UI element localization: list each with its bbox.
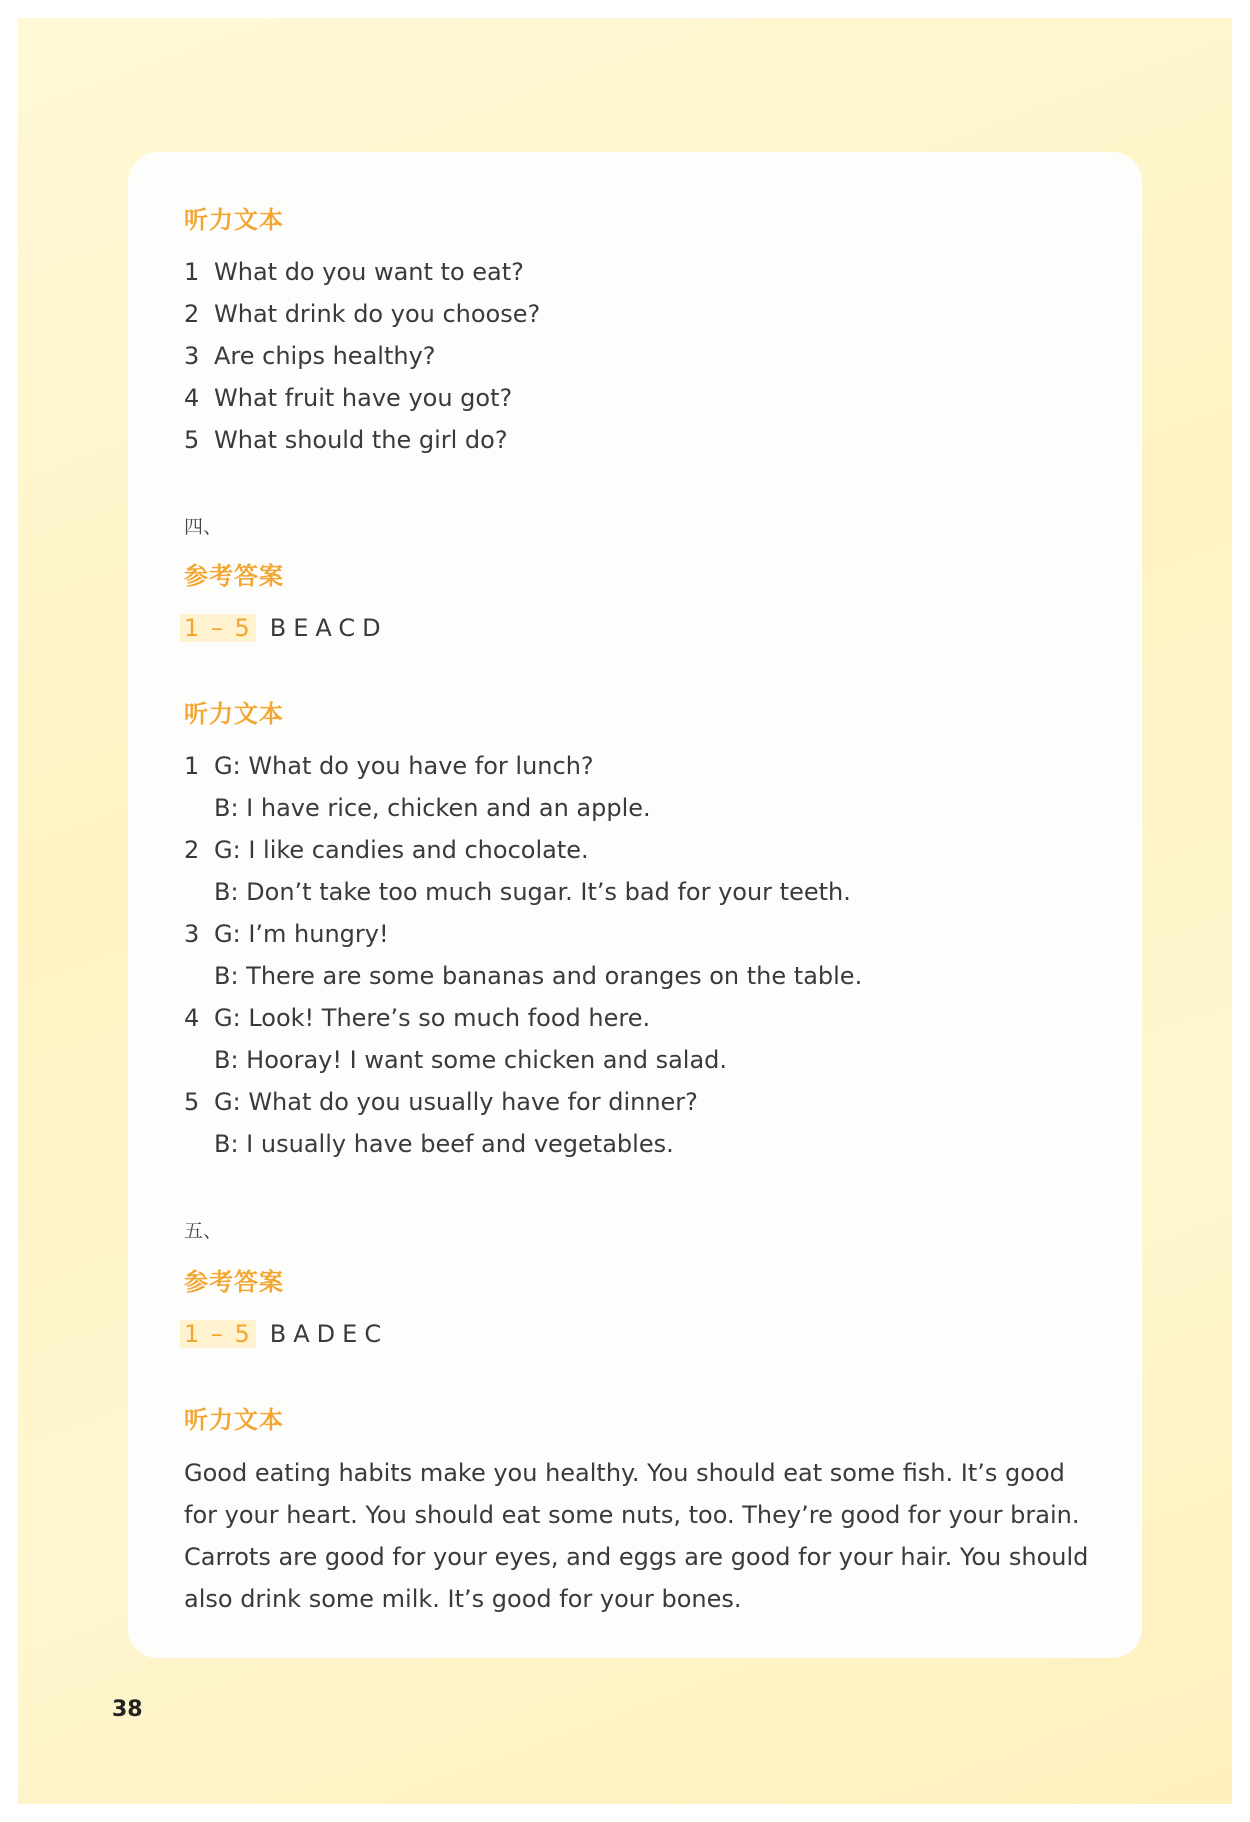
answer-letters: BADEC [269,1320,389,1348]
dialogue-line: B: I have rice, chicken and an apple. [214,794,651,822]
line-number: 1 [184,752,200,780]
listening-paragraph [184,1452,1104,1620]
line-text: What do you want to eat? [214,258,524,286]
answer-heading: 参考答案 [184,562,284,590]
script-line [184,426,508,454]
paragraph-line: for your heart. You should eat some nuts, too. They’re good for your brain. [184,1501,1080,1529]
answer-key [184,1320,388,1348]
listening-script-heading: 听力文本 [184,700,284,728]
answer-range: 1 – 5 [180,1320,256,1348]
dialogue-line: B: Don’t take too much sugar. It’s bad for your teeth. [214,878,851,906]
dialogue-line: B: There are some bananas and oranges on the table. [214,962,863,990]
answer-letters: BEACD [269,614,388,642]
script-line [184,342,436,370]
paragraph-line: Carrots are good for your eyes, and eggs are good for your hair. You should [184,1543,1089,1571]
line-number: 2 [184,836,200,864]
listening-script-heading: 听力文本 [184,1406,284,1434]
line-number: 2 [184,300,200,328]
line-number: 1 [184,258,200,286]
line-text: What should the girl do? [214,426,508,454]
script-line [184,258,524,286]
dialogue-line [184,1004,650,1032]
script-line [184,300,540,328]
line-text: What fruit have you got? [214,384,513,412]
answer-key [184,614,388,642]
girl-line: G: What do you usually have for dinner? [214,1088,698,1116]
line-text: What drink do you choose? [214,300,541,328]
line-number: 3 [184,920,200,948]
girl-line: G: I’m hungry! [214,920,389,948]
girl-line: G: I like candies and chocolate. [214,836,589,864]
line-number: 5 [184,1088,200,1116]
answer-range: 1 – 5 [180,614,256,642]
girl-line: G: Look! There’s so much food here. [214,1004,651,1032]
section-number: 四、 [184,516,223,538]
dialogue-line [184,836,589,864]
line-text: Are chips healthy? [214,342,436,370]
line-number: 4 [184,1004,200,1032]
paragraph-line: also drink some milk. It’s good for your bones. [184,1585,742,1613]
section-number: 五、 [184,1220,223,1242]
dialogue-line [184,1088,698,1116]
dialogue-line [184,752,594,780]
dialogue-line: B: I usually have beef and vegetables. [214,1130,674,1158]
line-number: 5 [184,426,200,454]
dialogue-line [184,920,389,948]
script-line [184,384,512,412]
line-number: 4 [184,384,200,412]
dialogue-line: B: Hooray! I want some chicken and salad. [214,1046,728,1074]
girl-line: G: What do you have for lunch? [214,752,594,780]
line-number: 3 [184,342,200,370]
listening-script-heading: 听力文本 [184,206,284,234]
answer-heading: 参考答案 [184,1268,284,1296]
page-number: 38 [112,1697,143,1722]
paragraph-line: Good eating habits make you healthy. You should eat some fish. It’s good [184,1459,1065,1487]
